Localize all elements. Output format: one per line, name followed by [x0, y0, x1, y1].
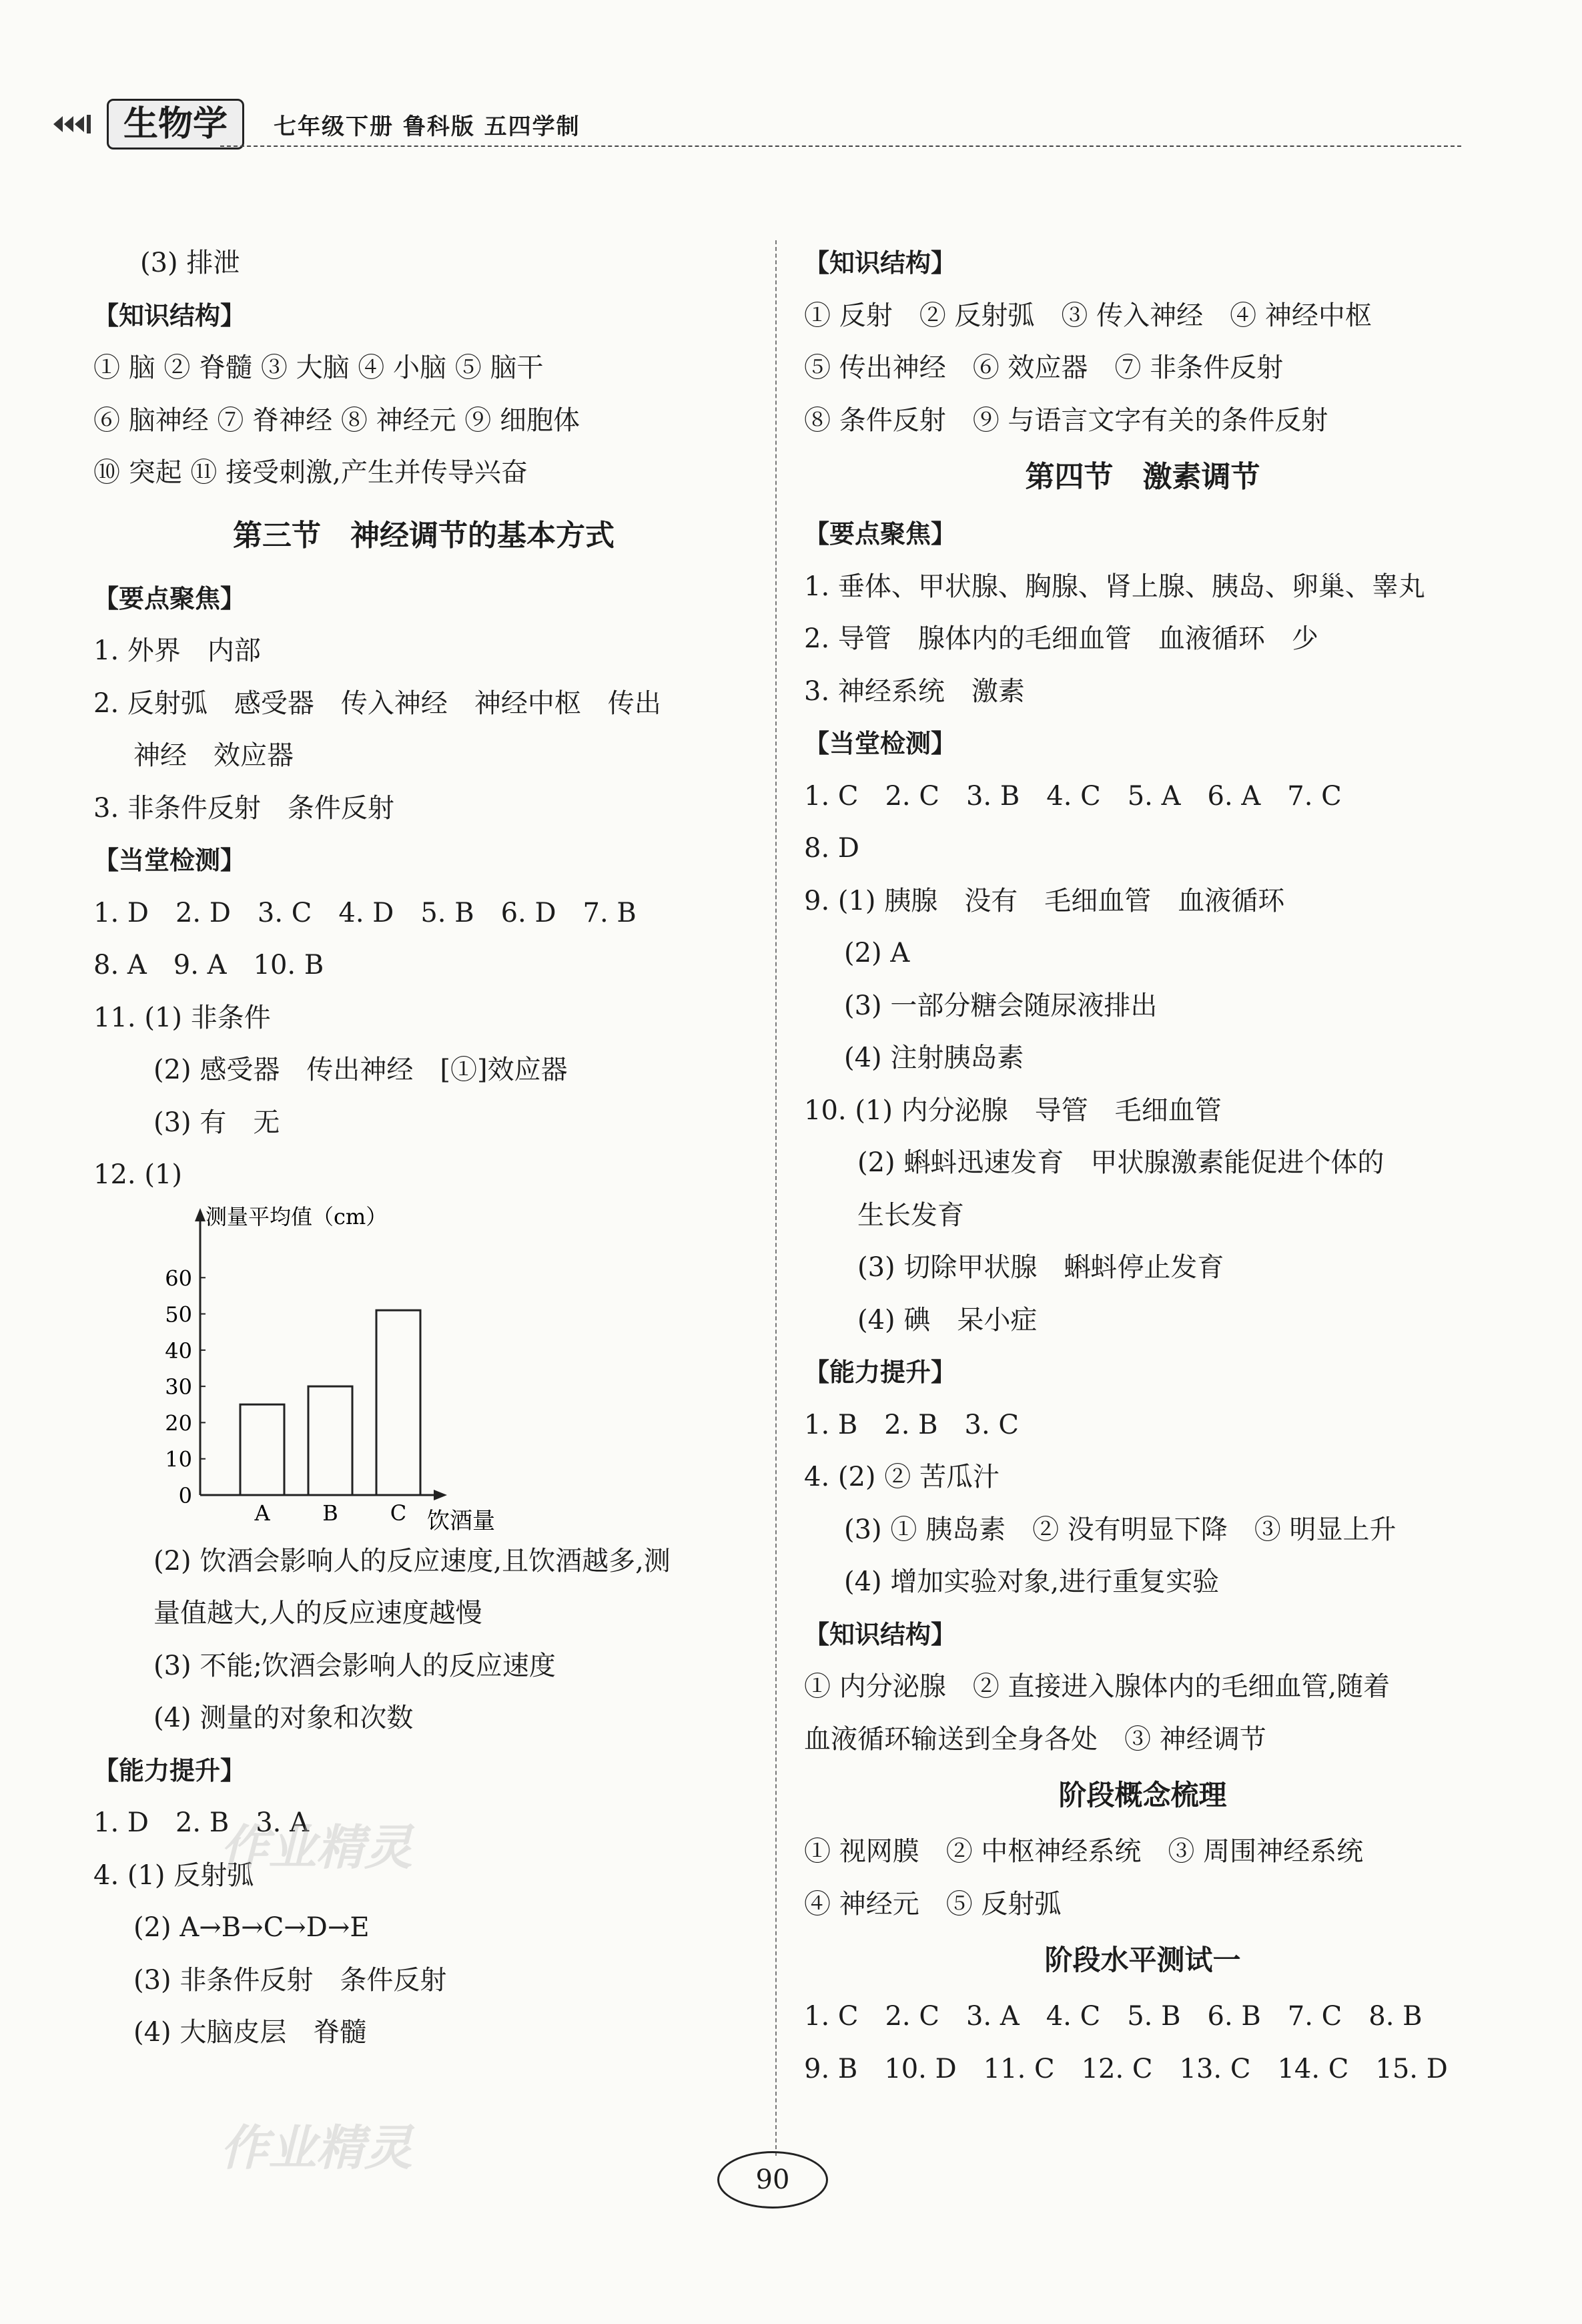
- page-number: 90: [717, 2151, 828, 2209]
- answer-line: (3) 有 无: [153, 1107, 280, 1138]
- x-tick-label: B: [322, 1500, 338, 1526]
- y-axis-arrow-icon: [195, 1208, 206, 1221]
- section-title: 阶段水平测试一: [1044, 1944, 1241, 1976]
- left-column: [93, 237, 754, 2059]
- y-tick-label: 30: [165, 1374, 192, 1400]
- section-title: 第四节 激素调节: [1025, 460, 1260, 494]
- bar: [376, 1310, 420, 1495]
- x-axis-arrow-icon: [434, 1490, 447, 1500]
- answer-line: 8. D: [804, 833, 859, 864]
- answer-line: 量值越大,人的反应速度越慢: [153, 1598, 482, 1629]
- section-label: 【当堂检测】: [804, 729, 957, 758]
- answer-line: 1. D 2. B 3. A: [93, 1807, 309, 1838]
- answer-line: (3) 切除甲状腺 蝌蚪停止发育: [857, 1252, 1224, 1283]
- section-title: 第三节 神经调节的基本方式: [233, 518, 615, 553]
- answer-line: 血液循环输送到全身各处 ③ 神经调节: [804, 1723, 1266, 1755]
- answer-line: 1. 垂体、甲状腺、胸腺、肾上腺、胰岛、卵巢、睾丸: [804, 571, 1425, 602]
- answer-line: (4) 大脑皮层 脊髓: [133, 2017, 367, 2048]
- answer-line: (2) A→B→C→D→E: [133, 1912, 370, 1943]
- y-tick-label: 60: [165, 1265, 192, 1291]
- section-label: 【知识结构】: [804, 248, 957, 278]
- answer-line: 2. 导管 腺体内的毛细血管 血液循环 少: [804, 623, 1318, 654]
- section-label: 【能力提升】: [93, 1755, 246, 1785]
- answer-line: 1. C 2. C 3. B 4. C 5. A 6. A 7. C: [804, 780, 1342, 812]
- header-decoration-icon: [53, 111, 107, 137]
- answer-line: (2) 蝌蚪迅速发育 甲状腺激素能促进个体的: [857, 1147, 1385, 1178]
- answer-line: 4. (2) ② 苦瓜汁: [804, 1462, 1000, 1492]
- right-column: [804, 237, 1481, 2095]
- bar: [240, 1404, 284, 1495]
- x-tick-label: A: [254, 1500, 270, 1526]
- answer-line: (4) 测量的对象和次数: [153, 1703, 414, 1733]
- answer-line: 9. B 10. D 11. C 12. C 13. C 14. C 15. D: [804, 2053, 1448, 2084]
- y-tick-label: 0: [178, 1482, 192, 1508]
- y-tick-label: 40: [165, 1338, 192, 1364]
- answer-line: 8. A 9. A 10. B: [93, 950, 324, 980]
- x-axis-label: 饮酒量: [427, 1507, 495, 1534]
- answer-line: ① 脑 ② 脊髓 ③ 大脑 ④ 小脑 ⑤ 脑干: [93, 352, 544, 383]
- answer-line: (4) 碘 呆小症: [857, 1304, 1038, 1336]
- answer-line: 生长发育: [857, 1199, 964, 1231]
- bar-chart: [153, 1201, 567, 1535]
- answer-line: (3) 非条件反射 条件反射: [133, 1964, 447, 1996]
- answer-line: 3. 神经系统 激素: [804, 675, 1025, 707]
- answer-line: (4) 增加实验对象,进行重复实验: [844, 1566, 1220, 1597]
- answer-line: ⑩ 突起 ⑪ 接受刺激,产生并传导兴奋: [93, 457, 528, 488]
- y-tick-label: 20: [165, 1410, 192, 1436]
- answer-line: ⑤ 传出神经 ⑥ 效应器 ⑦ 非条件反射: [804, 352, 1284, 383]
- y-tick-label: 10: [165, 1446, 192, 1472]
- y-axis-label: 测量平均值（cm）: [206, 1203, 388, 1229]
- answer-line: 1. 外界 内部: [93, 635, 261, 666]
- answer-line: ① 视网膜 ② 中枢神经系统 ③ 周围神经系统: [804, 1836, 1364, 1867]
- answer-line: ① 反射 ② 反射弧 ③ 传入神经 ④ 神经中枢: [804, 300, 1372, 331]
- edition-label: 七年级下册 鲁科版 五四学制: [274, 113, 580, 140]
- watermark: 作业精灵: [220, 2120, 413, 2176]
- answer-line: 9. (1) 胰腺 没有 毛细血管 血液循环: [804, 885, 1285, 916]
- section-label: 【当堂检测】: [93, 846, 246, 875]
- answer-line: 1. D 2. D 3. C 4. D 5. B 6. D 7. B: [93, 897, 637, 928]
- answer-line: ⑥ 脑神经 ⑦ 脊神经 ⑧ 神经元 ⑨ 细胞体: [93, 404, 580, 436]
- section-label: 【能力提升】: [804, 1358, 957, 1387]
- answer-line: 2. 反射弧 感受器 传入神经 神经中枢 传出: [93, 687, 661, 719]
- answer-line: (3) 排泄: [140, 248, 240, 278]
- bar: [308, 1386, 352, 1495]
- watermark: 作业精灵: [220, 1819, 413, 1875]
- section-label: 【要点聚焦】: [804, 519, 957, 549]
- answer-line: (3) ① 胰岛素 ② 没有明显下降 ③ 明显上升: [844, 1514, 1397, 1545]
- answer-line: 神经 效应器: [133, 740, 294, 771]
- answer-line: ① 内分泌腺 ② 直接进入腺体内的毛细血管,随着: [804, 1671, 1391, 1702]
- answer-line: ⑧ 条件反射 ⑨ 与语言文字有关的条件反射: [804, 404, 1328, 436]
- y-tick-label: 50: [165, 1301, 192, 1328]
- column-divider: [775, 240, 777, 2156]
- answer-line: ④ 神经元 ⑤ 反射弧: [804, 1888, 1062, 1920]
- answer-line: 3. 非条件反射 条件反射: [93, 792, 394, 824]
- answer-line: 12. (1): [93, 1159, 182, 1190]
- section-label: 【要点聚焦】: [93, 583, 246, 613]
- answer-line: 1. C 2. C 3. A 4. C 5. B 6. B 7. C 8. B: [804, 2001, 1423, 2032]
- answer-line: (2) A: [844, 938, 910, 968]
- answer-line: 4. (1) 反射弧: [93, 1859, 254, 1891]
- subject-logo: 生物学: [107, 99, 244, 150]
- answer-line: (2) 饮酒会影响人的反应速度,且饮酒越多,测: [153, 1545, 671, 1576]
- page-header: [53, 93, 1461, 154]
- answer-line: (3) 一部分糖会随尿液排出: [844, 990, 1158, 1021]
- section-label: 【知识结构】: [93, 300, 246, 330]
- bar-chart-svg: [153, 1201, 567, 1535]
- answer-line: (2) 感受器 传出神经 [①]效应器: [153, 1055, 568, 1085]
- section-title: 阶段概念梳理: [1058, 1779, 1227, 1811]
- section-label: 【知识结构】: [804, 1619, 957, 1649]
- answer-line: (3) 不能;饮酒会影响人的反应速度: [153, 1650, 556, 1681]
- answer-line: (4) 注射胰岛素: [844, 1043, 1024, 1073]
- header-rule: [220, 146, 1461, 147]
- answer-line: 10. (1) 内分泌腺 导管 毛细血管: [804, 1095, 1222, 1126]
- x-tick-label: C: [390, 1500, 407, 1526]
- answer-line: 11. (1) 非条件: [93, 1002, 271, 1033]
- answer-line: 1. B 2. B 3. C: [804, 1409, 1020, 1440]
